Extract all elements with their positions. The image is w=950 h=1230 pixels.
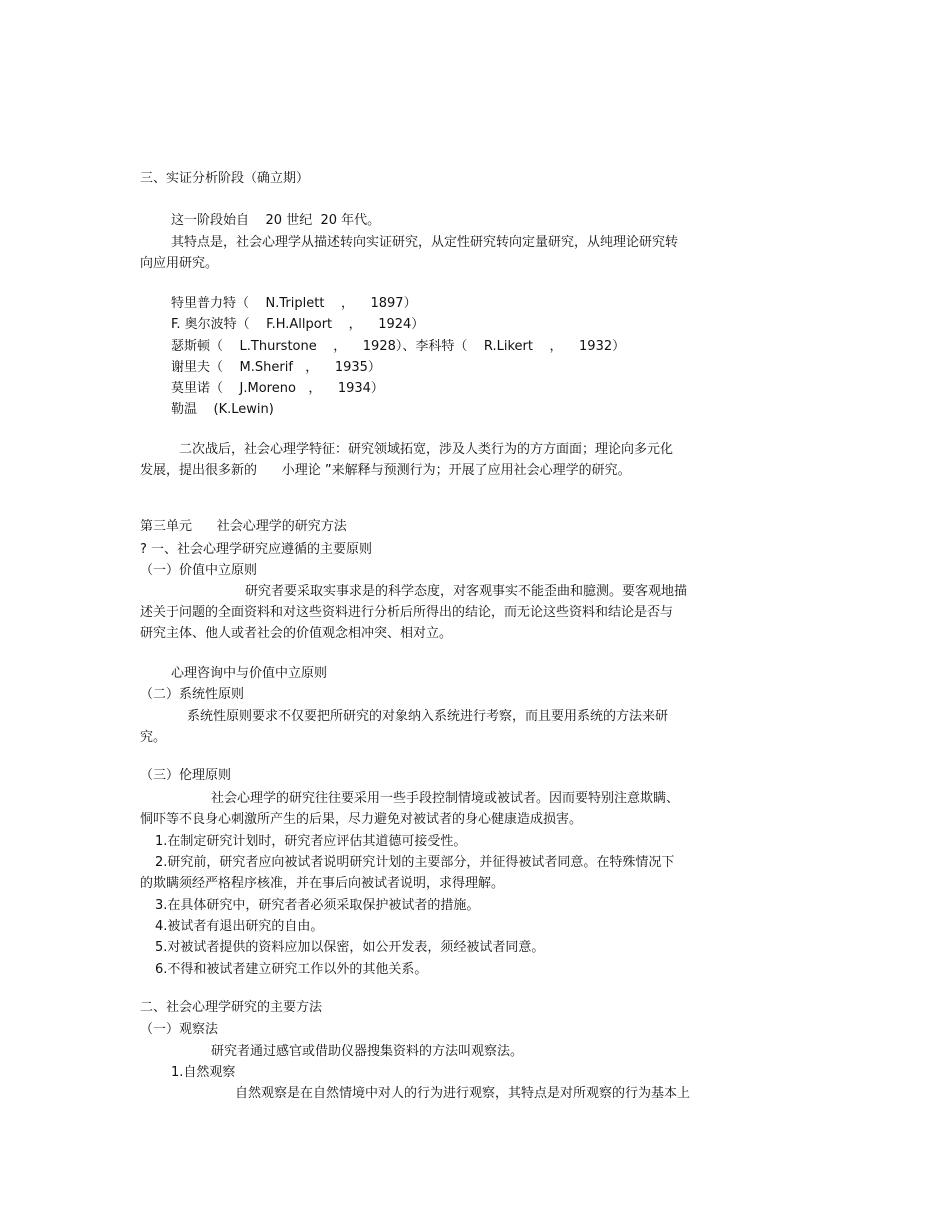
- researcher-line: 谢里夫（ M.Sherif ， 1935）: [171, 360, 381, 375]
- paragraph-line: 究。: [140, 730, 167, 745]
- paragraph-line: 恫吓等不良身心刺激所产生的后果，尽力避免对被试者的身心健康造成损害。: [140, 812, 583, 827]
- list-item: 2.研究前，研究者应向被试者说明研究计划的主要部分，并征得被试者同意。在特殊情况下: [155, 855, 675, 870]
- paragraph-line: 这一阶段始自 20 世纪 20 年代。: [171, 213, 381, 228]
- subsection-heading: （二）系统性原则: [140, 687, 245, 702]
- paragraph-line: 二次战后，社会心理学特征：研究领域拓宽，涉及人类行为的方方面面；理论向多元化: [179, 442, 674, 457]
- list-item: 1.在制定研究计划时，研究者应评估其道德可接受性。: [155, 834, 467, 849]
- paragraph-line: 研究者要采取实事求是的科学态度，对客观事实不能歪曲和臆测。要客观地描: [245, 584, 688, 599]
- paragraph-line: 发展，提出很多新的 小理论 ”来解释与预测行为；开展了应用社会心理学的研究。: [140, 463, 631, 478]
- unit-heading: 第三单元 社会心理学的研究方法: [140, 519, 347, 534]
- list-item: 的欺瞒须经严格程序核准，并在事后向被试者说明，求得理解。: [140, 876, 505, 891]
- paragraph-line: 研究主体、他人或者社会的价值观念相冲突、相对立。: [140, 626, 453, 641]
- paragraph-line: 系统性原则要求不仅要把所研究的对象纳入系统进行考察，而且要用系统的方法来研: [187, 709, 669, 724]
- paragraph-line: 述关于问题的全面资料和对这些资料进行分析后所得出的结论，而无论这些资料和结论是否与: [140, 605, 674, 620]
- list-item: 6.不得和被试者建立研究工作以外的其他关系。: [155, 962, 428, 977]
- subsection-heading: 1.自然观察: [171, 1065, 236, 1080]
- paragraph-line: 自然观察是在自然情境中对人的行为进行观察，其特点是对所观察的行为基本上: [235, 1086, 691, 1101]
- paragraph-line: 其特点是，社会心理学从描述转向实证研究，从定性研究转向定量研究，从纯理论研究转: [171, 235, 679, 250]
- researcher-line: 勒温 (K.Lewin): [171, 402, 274, 417]
- list-item: 3.在具体研究中，研究者者必须采取保护被试者的措施。: [155, 898, 480, 913]
- subsection-heading: （一）观察法: [140, 1022, 219, 1037]
- paragraph-line: 研究者通过感官或借助仪器搜集资料的方法叫观察法。: [211, 1044, 524, 1059]
- paragraph-line: 心理咨询中与价值中立原则: [171, 666, 328, 681]
- section-heading: 三、实证分析阶段（确立期）: [140, 171, 310, 186]
- paragraph-line: 向应用研究。: [140, 256, 219, 271]
- researcher-line: 特里普力特（ N.Triplett ， 1897）: [171, 296, 417, 311]
- subsection-heading: （一）价值中立原则: [140, 563, 258, 578]
- subsection-heading: （三）伦理原则: [140, 768, 232, 783]
- researcher-line: F. 奥尔波特（ F.H.Allport ， 1924）: [171, 317, 425, 332]
- paragraph-line: 社会心理学的研究往往要采用一些手段控制情境或被试者。因而要特别注意欺瞒、: [211, 791, 680, 806]
- list-item: 5.对被试者提供的资料应加以保密，如公开发表，须经被试者同意。: [155, 940, 545, 955]
- researcher-line: 莫里诺（ J.Moreno ， 1934）: [171, 381, 384, 396]
- section-heading: 二、社会心理学研究的主要方法: [140, 1000, 323, 1015]
- list-item: 4.被试者有退出研究的自由。: [155, 919, 324, 934]
- section-heading: ? 一、社会心理学研究应遵循的主要原则: [140, 542, 373, 557]
- researcher-line: 瑟斯顿（ L.Thurstone ， 1928）、李科特（ R.Likert ， 1932）: [171, 339, 626, 354]
